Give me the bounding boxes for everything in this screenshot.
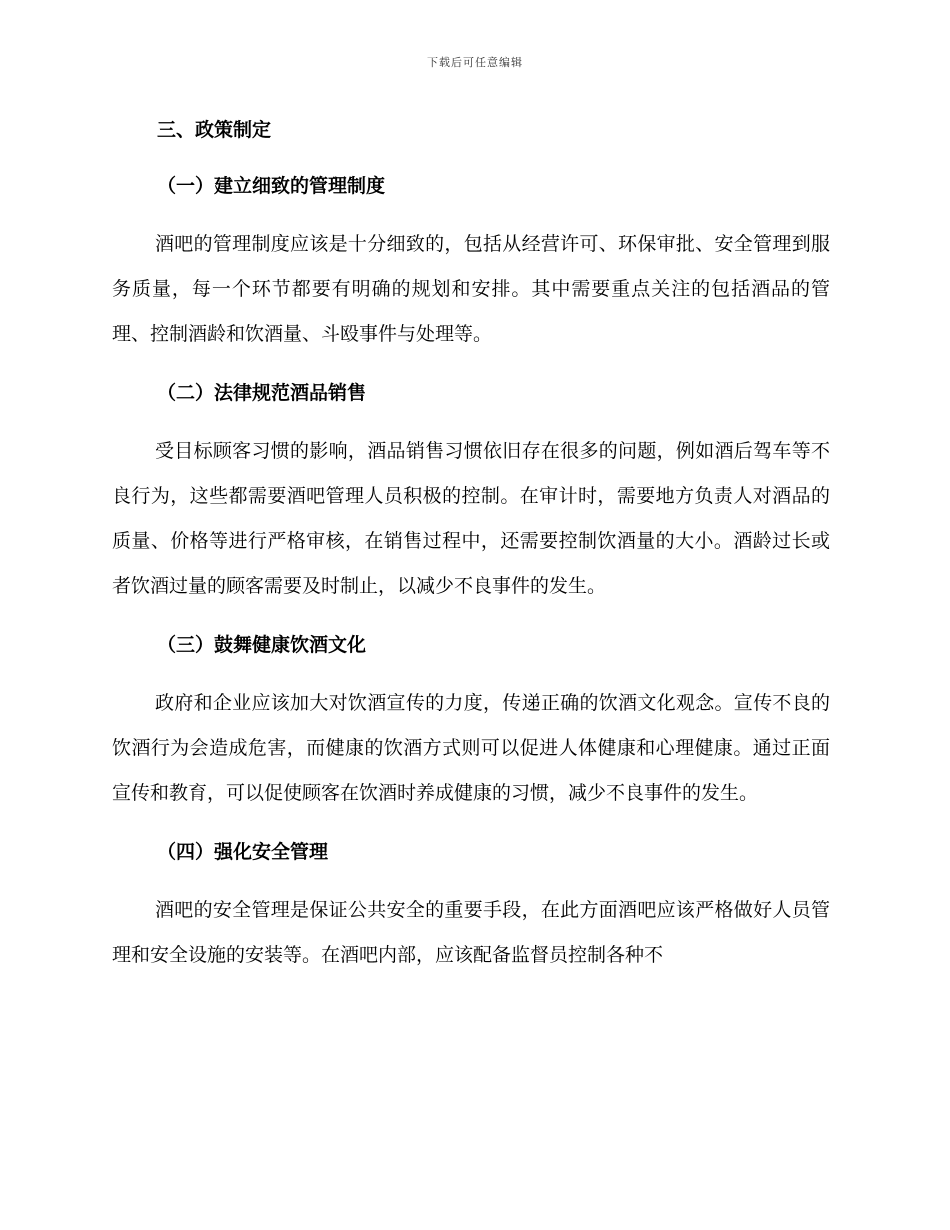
paragraph-4: 酒吧的安全管理是保证公共安全的重要手段，在此方面酒吧应该严格做好人员管理和安全设施的安装等。在酒吧内部，应该配备监督员控制各种不 [112,899,830,966]
header-note: 下载后可任意编辑 [427,56,523,69]
subsection-title-2: （二）法律规范酒品销售 [157,382,367,404]
paragraph-1: 酒吧的管理制度应该是十分细致的，包括从经营许可、环保审批、安全管理到服务质量，每一个环节都要有明确的规划和安排。其中需要重点关注的包括酒品的管理、控制酒龄和饮酒量、斗殴事件与处理等。 [112,233,830,345]
paragraph-3: 政府和企业应该加大对饮酒宣传的力度，传递正确的饮酒文化观念。宣传不良的饮酒行为会造成危害，而健康的饮酒方式则可以促进人体健康和心理健康。通过正面宣传和教育，可以促使顾客在饮酒时养成健康的习惯，减少不良事件的发生。 [112,692,830,804]
section-title: 三、政策制定 [157,119,272,141]
subsection-title-4: （四）强化安全管理 [157,841,329,863]
subsection-title-3: （三）鼓舞健康饮酒文化 [157,634,367,656]
paragraph-2: 受目标顾客习惯的影响，酒品销售习惯依旧存在很多的问题，例如酒后驾车等不良行为，这些都需要酒吧管理人员积极的控制。在审计时，需要地方负责人对酒品的质量、价格等进行严格审核，在销售过程中，还需要控制饮酒量的大小。酒龄过长或者饮酒过量的顾客需要及时制止，以减少不良事件的发生。 [112,440,830,597]
document-body [112,110,830,978]
subsection-title-1: （一）建立细致的管理制度 [157,175,386,197]
